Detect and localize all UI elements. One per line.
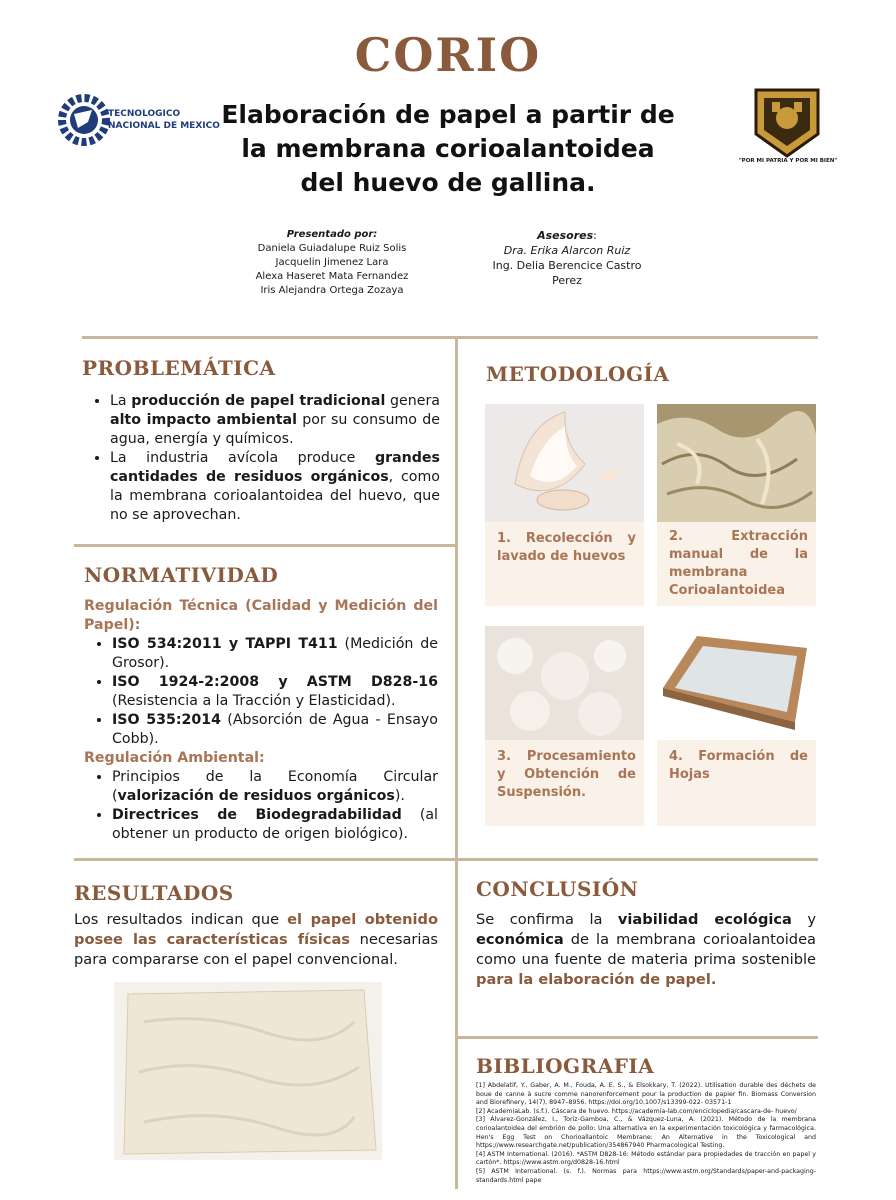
- presenter-name: Daniela Guiadalupe Ruiz Solis: [257, 243, 407, 254]
- reference-item: [4] ASTM International. (2016). *ASTM D828-16: Método estándar para propiedades de tracción en papel y cartón*. https://www.astm.org/d0828-16.html: [476, 1150, 816, 1167]
- tecnm-line-2: NACIONAL DE MEXICO: [108, 121, 220, 131]
- bottom-column-divider: [455, 1039, 458, 1189]
- step-card-1: [485, 404, 644, 606]
- reference-item: [5] ASTM International. (s. f.). Normas para https://www.astm.org/Standards/paper-and-packaging-standards.html pape: [476, 1167, 816, 1184]
- seal-motto: "POR MI PATRIA Y POR MI BIEN": [738, 158, 838, 164]
- institution-seal-icon: [752, 86, 822, 158]
- step-card-4: [657, 626, 816, 826]
- top-divider: [82, 336, 818, 339]
- tecnm-name: [108, 108, 220, 132]
- bibliography-list: [476, 1082, 816, 1185]
- list-item: • ISO 535:2014 (Absorción de Agua - Ensayo Cobb).: [112, 711, 438, 749]
- advisors-block: Asesores: Dra. Erika Alarcon Ruiz Ing. Delia Berencice Castro Perez: [462, 228, 672, 288]
- list-item: • La producción de papel tradicional genera alto impacto ambiental por su consumo de agua, energía y químicos.: [110, 392, 440, 449]
- column-divider: [455, 339, 458, 1039]
- advisor-line: Ing. Delia Berencice Castro: [492, 259, 642, 272]
- list-item: • Principios de la Economía Circular (valorización de residuos orgánicos).: [112, 768, 438, 806]
- paper-result-photo: [114, 982, 382, 1160]
- reference-item: [3] Álvarez-González, I., Toriz-Gamboa, C., & Vázquez-Luna, A. (2021). Método de la membrana corioalantoidea del embrión de pollo: Una alternativa en la experimentación toxicológica y farmacológica. Hen's Egg Test on Chorioallantoic Membrane: An Alternative in the Toxicological and https://www.researchgate.net/publication/354867940 Pharmacological Testing.: [476, 1116, 816, 1150]
- step-caption: 3. Procesamiento y Obtención de Suspensión.: [497, 749, 636, 800]
- eggshell-photo: [485, 404, 644, 522]
- left-divider-2: [74, 858, 455, 861]
- suspension-photo: [485, 626, 644, 740]
- presenter-name: Jacquelin Jimenez Lara: [275, 257, 389, 268]
- step-caption: 4. Formación de Hojas: [669, 749, 808, 782]
- list-item: • Directrices de Biodegradabilidad (al obtener un producto de origen biológico).: [112, 806, 438, 844]
- presenters-label: Presentado por:: [286, 229, 378, 240]
- tecnm-line-1: TECNOLOGICO: [108, 109, 181, 119]
- bibliografia-title: BIBLIOGRAFIA: [476, 1054, 655, 1078]
- advisor-line: Perez: [552, 274, 582, 287]
- resultados-body: Los resultados indican que el papel obtenido posee las características físicas necesarias para compararse con el papel convencional.: [74, 911, 438, 968]
- poster-title: Elaboración de papel a partir de la membrana corioalantoidea del huevo de gallina.: [221, 100, 675, 197]
- normatividad-body: [84, 597, 438, 844]
- tech-regulation-heading: Regulación Técnica (Calidad y Medición del Papel):: [84, 598, 438, 633]
- list-item: • ISO 534:2011 y TAPPI T411 (Medición de Grosor).: [112, 635, 438, 673]
- left-divider-1: [74, 544, 455, 547]
- membrane-photo: [657, 404, 816, 522]
- list-item: • La industria avícola produce grandes cantidades de residuos orgánicos, como la membrana corioalantoidea del huevo, que no se aprovechan.: [110, 449, 440, 525]
- presenter-name: Iris Alejandra Ortega Zozaya: [260, 285, 404, 296]
- step-card-3: [485, 626, 644, 826]
- problematica-body: [82, 392, 440, 525]
- conclusion-body: Se confirma la viabilidad ecológica y económica de la membrana corioalantoidea como una fuente de materia prima sostenible para la elaboración de papel.: [476, 911, 816, 988]
- advisors-label: Asesores: [537, 229, 594, 242]
- metodologia-title: METODOLOGÍA: [486, 362, 670, 386]
- env-regulation-heading: Regulación Ambiental:: [84, 750, 265, 766]
- right-divider-2: [458, 1036, 818, 1039]
- presenters-block: [232, 228, 432, 298]
- presenter-name: Alexa Haseret Mata Fernandez: [255, 271, 409, 282]
- sheet-frame-photo: [657, 626, 816, 740]
- advisor-line: Dra. Erika Alarcon Ruiz: [503, 244, 631, 257]
- step-caption: 1. Recolección y lavado de huevos: [497, 531, 636, 564]
- resultados-title: RESULTADOS: [74, 881, 234, 905]
- step-card-2: [657, 404, 816, 606]
- corio-logo: CORIO: [354, 28, 542, 82]
- conclusion-title: CONCLUSIÓN: [476, 877, 639, 901]
- reference-item: [1] Abdelatif, Y., Gaber, A. M., Fouda, A. E. S., & Elsokkary, T. (2022). Utilisation durable des déchets de boue de canne à sucre comme nanorenforcement pour la production de papier fin. Biomass Conversion and Biorefinery, 14(7), 8947–8956. https://doi.org/10.1007/s13399-022- 03571-1: [476, 1082, 816, 1107]
- reference-item: [2] AcademiaLab. (s.f.). Cáscara de huevo. https://academia-lab.com/enciclopedia/cascara-de- huevo/: [476, 1107, 797, 1115]
- normatividad-title: NORMATIVIDAD: [84, 563, 279, 587]
- right-divider-1: [458, 858, 818, 861]
- step-caption: 2. Extracción manual de la membrana Corioalantoidea: [669, 529, 808, 598]
- problematica-title: PROBLEMÁTICA: [82, 356, 276, 380]
- list-item: • ISO 1924-2:2008 y ASTM D828-16 (Resistencia a la Tracción y Elasticidad).: [112, 673, 438, 711]
